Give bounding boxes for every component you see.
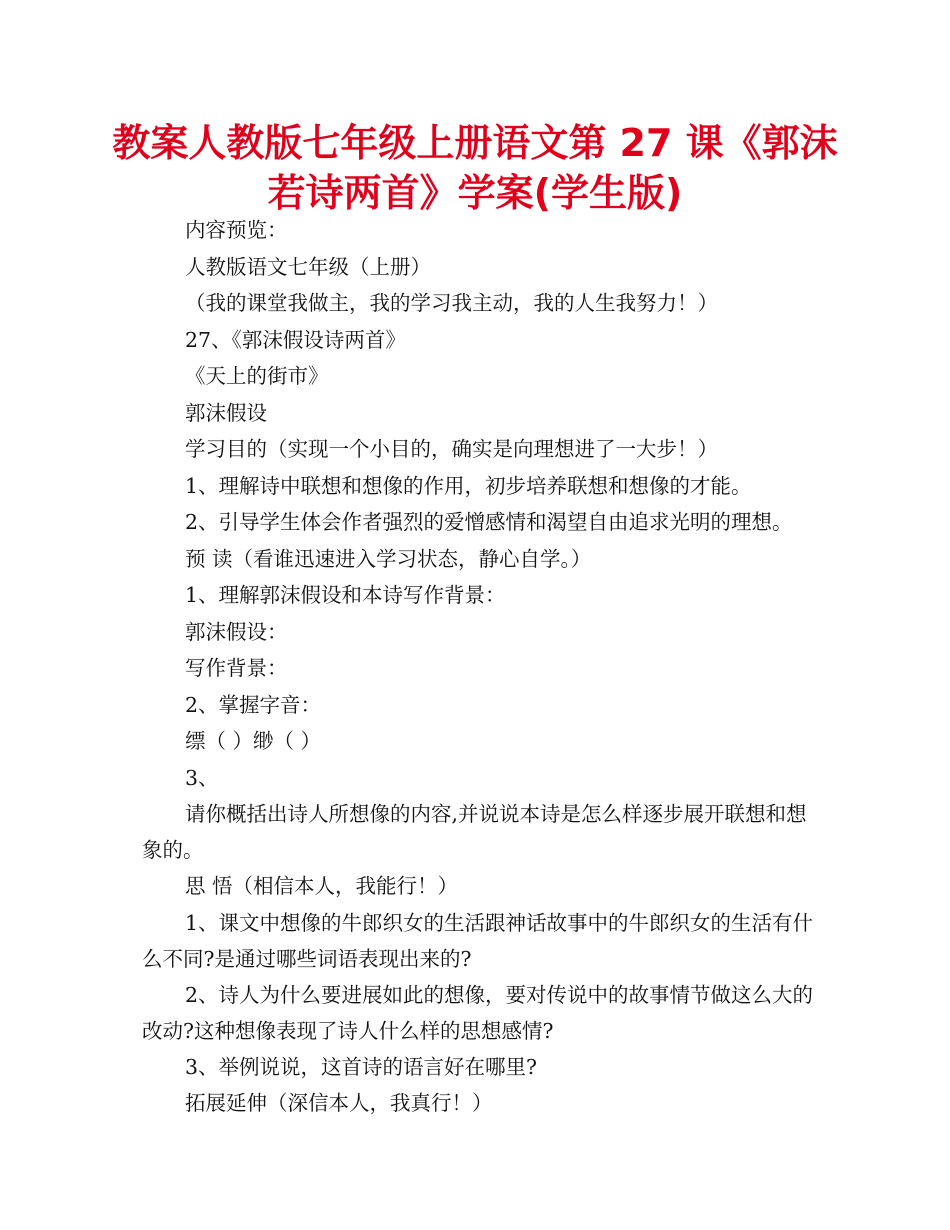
paragraph-reflection-1: 1、课文中想像的牛郎织女的生活跟神话故事中的牛郎织女的生活有什么不同?是通过哪些词语表现出来的? [142,910,814,971]
paragraph-objective-2: 2、引导学生体会作者强烈的爱憎感情和渴望自由追求光明的理想。 [185,510,793,534]
paragraph-summary-question: 请你概括出诗人所想像的内容,并说说本诗是怎么样逐步展开联想和想象的。 [142,802,807,862]
paragraph-objective-1: 1、理解诗中联想和想像的作用，初步培养联想和想像的才能。 [185,473,752,498]
paragraph-reflection-2: 2、诗人为什么要进展如此的想像，要对传说中的故事情节做这么大的改动?这种想像表现了诗人什么样的思想感情? [142,982,814,1043]
paragraph-author: 郭沫假设 [185,400,267,425]
paragraph-motto: （我的课堂我做主，我的学习我主动，我的人生我努力！） [185,291,718,315]
paragraph-reflection-3: 3、举例说说，这首诗的语言好在哪里? [185,1054,538,1079]
paragraph-extension-heading: 拓展延伸（深信本人，我真行！） [185,1091,493,1115]
paragraph-preread-1: 1、理解郭沫假设和本诗写作背景： [185,583,506,607]
paragraph-pronunciation: 缥（ ）缈（ ） [185,729,322,753]
document-body [142,212,822,1122]
paragraph-preview: 内容预览： [185,218,288,242]
paragraph-author-label: 郭沫假设： [185,619,288,644]
paragraph-preread-2: 2、掌握字音： [185,692,322,717]
paragraph-objectives-heading: 学习目的（实现一个小目的，确实是向理想进了一大步！） [185,437,718,461]
paragraph-background-label: 写作背景： [185,656,288,680]
paragraph-preread-3: 3、 [185,765,219,790]
paragraph-poem-title: 《天上的街市》 [185,364,329,388]
paragraph-preread-heading: 预 读（看谁迅速进入学习状态，静心自学。） [185,546,592,571]
paragraph-reflection-heading: 思 悟（相信本人，我能行！） [185,874,459,898]
paragraph-textbook: 人教版语文七年级（上册） [185,254,431,279]
paragraph-lesson-number: 27、《郭沫假设诗两首》 [185,327,406,352]
document-title: 教案人教版七年级上册语文第 27 课《郭沫若诗两首》学案(学生版) [112,121,838,215]
